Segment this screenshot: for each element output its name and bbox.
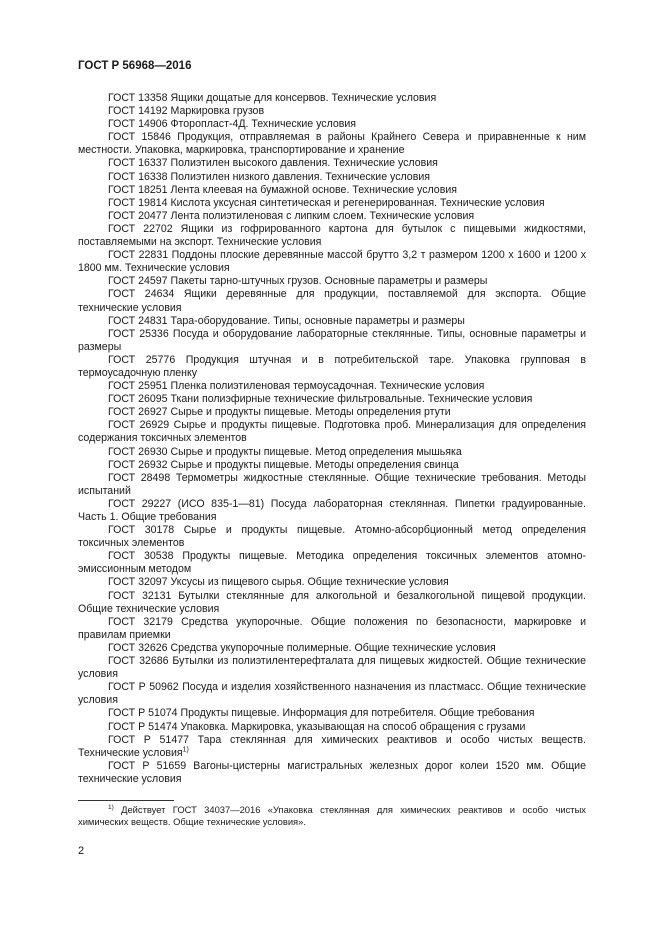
normative-references-list [78,92,586,786]
reference-item: ГОСТ 29227 (ИСО 835-1—81) Посуда лабораторная стеклянная. Пипетки градуированные. Часть 1. Общие требования [78,497,586,523]
footnote-number: 1) [108,803,114,811]
reference-item: ГОСТ 22702 Ящики из гофрированного картона для бутылок с пищевыми жидкостями, поставляемыми на экспорт. Технические условия [78,222,586,249]
reference-item: ГОСТ 32097 Уксусы из пищевого сырья. Общие технические условия [108,576,449,589]
footnote-text: Действует ГОСТ 34037—2016 «Упаковка стеклянная для химических реактивов и особо чистых химических веществ. Общие технические условия». [78,804,586,828]
reference-item: ГОСТ 26929 Сырье и продукты пищевые. Подготовка проб. Минерализация для определения содержания токсичных элементов [78,419,586,445]
footnote [78,804,586,829]
reference-item: ГОСТ 18251 Лента клеевая на бумажной основе. Технические условия [108,183,457,196]
reference-item: ГОСТ 32131 Бутылки стеклянные для алкогольной и безалкогольной пищевой продукции. Общие технические условия [78,589,586,615]
reference-item: ГОСТ 24597 Пакеты тарно-штучных грузов. Основные параметры и размеры [108,275,488,288]
reference-item-text: ГОСТ Р 51477 Тара стеклянная для химических реактивов и особо чистых веществ. Технические условия [78,733,586,759]
reference-item: ГОСТ 30178 Сырье и продукты пищевые. Атомно-абсорбционный метод определения токсичных элементов [78,524,586,550]
reference-item: ГОСТ Р 51474 Упаковка. Маркировка, указывающая на способ обращения с грузами [108,720,526,733]
reference-item [78,734,586,760]
reference-item: ГОСТ 26930 Сырье и продукты пищевые. Метод определения мышьяка [108,445,462,458]
reference-item: ГОСТ 26095 Ткани полиэфирные технические фильтровальные. Технические условия [108,393,533,406]
document-header-title: ГОСТ Р 56968—2016 [78,60,192,72]
reference-item: ГОСТ Р 51659 Вагоны-цистерны магистральных железных дорог колеи 1520 мм. Общие технические условия [78,759,586,785]
reference-item: ГОСТ 16338 Полиэтилен низкого давления. Технические условия [108,170,430,183]
reference-item: ГОСТ 19814 Кислота уксусная синтетическая и регенерированная. Технические условия [108,196,545,209]
reference-item: ГОСТ 22831 Поддоны плоские деревянные массой брутто 3,2 т размером 1200 х 1600 и 1200 х 1800 мм. Технические условия [78,249,586,275]
page-number: 2 [78,845,85,857]
reference-item: ГОСТ 26927 Сырье и продукты пищевые. Методы определения ртути [108,406,451,419]
reference-item: ГОСТ Р 50962 Посуда и изделия хозяйственного назначения из пластмасс. Общие технические условия [78,681,586,707]
reference-item: ГОСТ 15846 Продукция, отправляемая в районы Крайнего Севера и приравненные к ним местности. Упаковка, маркировка, транспортирование и хранение [78,131,586,157]
reference-item: ГОСТ Р 51074 Продукты пищевые. Информация для потребителя. Общие требования [108,707,535,720]
reference-item: ГОСТ 32179 Средства укупорочные. Общие положения по безопасности, маркировке и правилам приемки [78,615,586,641]
reference-item: ГОСТ 14192 Маркировка грузов [108,105,265,118]
reference-item: ГОСТ 20477 Лента полиэтиленовая с липким слоем. Технические условия [108,209,475,222]
reference-item: ГОСТ 13358 Ящики дощатые для консервов. Технические условия [108,92,437,104]
reference-item: ГОСТ 32626 Средства укупорочные полимерные. Общие технические условия [108,641,496,654]
reference-item: ГОСТ 30538 Продукты пищевые. Методика определения токсичных элементов атомно-эмиссионным методом [78,550,586,576]
reference-item: ГОСТ 32686 Бутылки из полиэтилентерефталата для пищевых жидкостей. Общие технические условия [78,655,586,681]
reference-item: ГОСТ 26932 Сырье и продукты пищевые. Методы определения свинца [108,458,459,471]
reference-item: ГОСТ 14906 Фторопласт-4Д. Технические условия [108,118,357,131]
reference-item: ГОСТ 25776 Продукция штучная и в потребительской таре. Упаковка групповая в термоусадочную пленку [78,353,586,379]
reference-item: ГОСТ 25336 Посуда и оборудование лабораторные стеклянные. Типы, основные параметры и размеры [78,327,586,353]
reference-item: ГОСТ 24831 Тара-оборудование. Типы, основные параметры и размеры [108,314,465,327]
footnote-marker: 1) [182,746,189,754]
reference-item: ГОСТ 25951 Пленка полиэтиленовая термоусадочная. Технические условия [108,380,485,393]
reference-item: ГОСТ 24634 Ящики деревянные для продукции, поставляемой для экспорта. Общие технические условия [78,288,586,314]
footnote-separator [78,800,174,801]
reference-item: ГОСТ 16337 Полиэтилен высокого давления. Технические условия [108,157,438,170]
reference-item: ГОСТ 28498 Термометры жидкостные стеклянные. Общие технические требования. Методы испытаний [78,471,586,497]
